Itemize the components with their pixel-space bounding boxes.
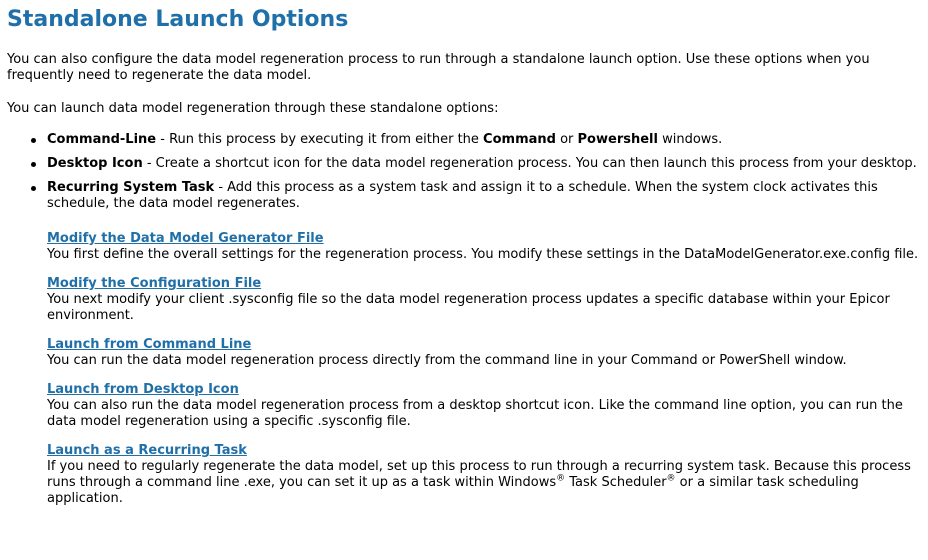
- option-description: windows.: [657, 132, 723, 147]
- option-bold-text: Command: [483, 132, 556, 147]
- option-description: - Run this process by executing it from either the: [156, 132, 484, 147]
- option-description: - Add this process as a system task and assign it to a schedule. When the system clock activates this schedule, the data model regenerates.: [47, 180, 878, 211]
- link-launch-from-command-line[interactable]: Launch from Command Line: [47, 337, 252, 352]
- help-page: [7, 0, 919, 520]
- list-item: [47, 132, 919, 148]
- link-description: You first define the overall settings for the regeneration process. You modify these settings in the DataModelGenerator.exe.config file.: [47, 247, 919, 262]
- topic-link-block: [47, 337, 919, 369]
- bullet-icon: [31, 138, 36, 143]
- topic-links: [47, 231, 919, 507]
- page-title: Standalone Launch Options: [7, 7, 349, 32]
- topic-link-block: [47, 276, 919, 324]
- intro-paragraph: You can also configure the data model regeneration process to run through a standalone launch option. Use these options when you frequently need to regenerate the data model.: [7, 52, 870, 83]
- list-intro-paragraph: You can launch data model regeneration through these standalone options:: [7, 101, 499, 116]
- bullet-icon: [31, 186, 36, 191]
- registered-mark: ®: [556, 473, 566, 484]
- link-description: You next modify your client .sysconfig file so the data model regeneration process updates a specific database within your Epicor environment.: [47, 292, 890, 323]
- link-description: You can run the data model regeneration process directly from the command line in your Command or PowerShell window.: [47, 353, 847, 368]
- description-text: If you need to regularly regenerate the data model, set up this process to run through a recurring system task. Because this process runs through a command line .exe, you can set it up as a task within Windows: [47, 459, 911, 490]
- options-list: [7, 132, 919, 212]
- option-description: - Create a shortcut icon for the data model regeneration process. You can then launch this process from your desktop.: [142, 156, 917, 171]
- link-launch-from-desktop-icon[interactable]: Launch from Desktop Icon: [47, 382, 239, 397]
- topic-link-block: [47, 382, 919, 430]
- description-text: or a similar task scheduling application.: [47, 475, 859, 506]
- topic-link-block: [47, 443, 919, 507]
- link-description: You can also run the data model regeneration process from a desktop shortcut icon. Like the command line option, you can run the data model regeneration using a specific .sysconfig file.: [47, 398, 903, 429]
- option-term: Recurring System Task: [47, 180, 215, 195]
- registered-mark: ®: [666, 473, 676, 484]
- link-launch-as-recurring-task[interactable]: Launch as a Recurring Task: [47, 443, 247, 458]
- bullet-icon: [31, 162, 36, 167]
- option-bold-text: Powershell: [577, 132, 658, 147]
- link-modify-configuration-file[interactable]: Modify the Configuration File: [47, 276, 262, 291]
- option-description: or: [555, 132, 578, 147]
- topic-link-block: [47, 231, 919, 263]
- description-text: Task Scheduler: [565, 475, 667, 490]
- option-term: Desktop Icon: [47, 156, 143, 171]
- list-item: [47, 156, 919, 172]
- option-term: Command-Line: [47, 132, 157, 147]
- list-item: [47, 180, 919, 212]
- link-description: [47, 459, 919, 507]
- link-modify-data-model-generator-file[interactable]: Modify the Data Model Generator File: [47, 231, 324, 246]
